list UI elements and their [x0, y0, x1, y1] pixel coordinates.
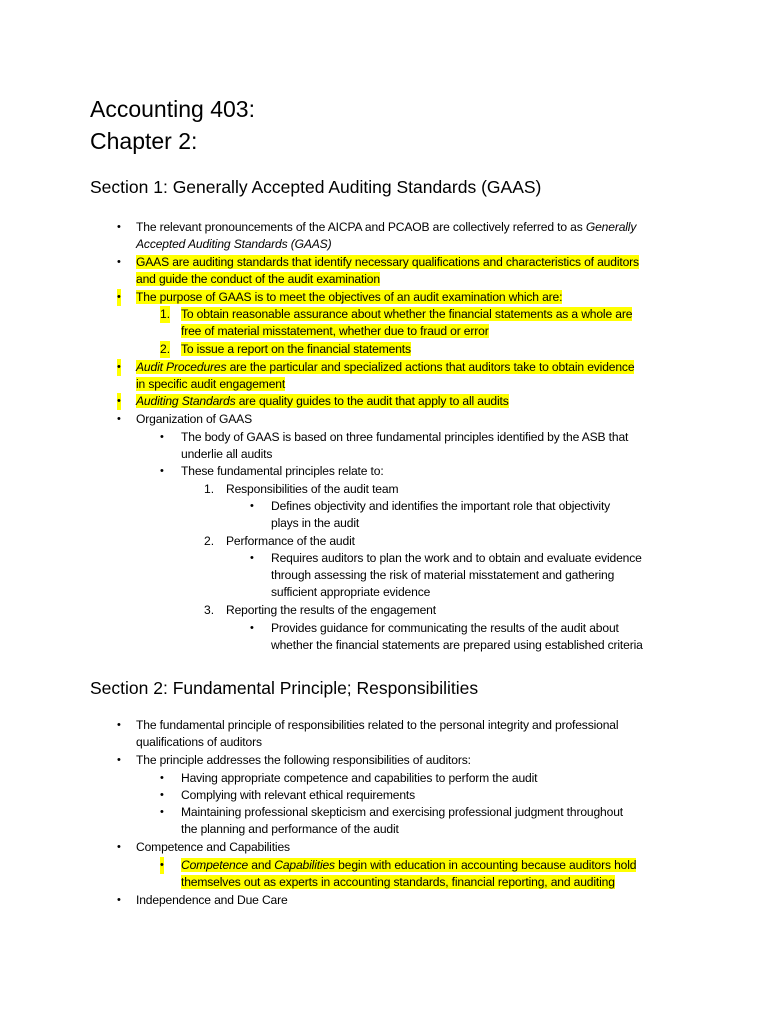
s1-bullet2-line2: and guide the conduct of the audit examination: [136, 272, 380, 286]
s1-bullet1-line1: The relevant pronouncements of the AICPA and PCAOB are collectively referred to as Generally: [136, 220, 637, 234]
s1-bullet5: Auditing Standards are quality guides to the audit that apply to all audits: [136, 394, 509, 408]
chapter-title: Chapter 2:: [90, 128, 198, 154]
s1-bullet4-line1: Audit Procedures are the particular and specialized actions that auditors take to obtain evidence: [136, 360, 635, 374]
objective2-number: 2.: [160, 342, 171, 356]
s1-bullet3: The purpose of GAAS is to meet the objectives of an audit examination which are:: [136, 290, 563, 304]
principle1-detail-line1: Defines objectivity and identifies the important role that objectivity: [271, 499, 611, 513]
principle2-detail-line2: through assessing the risk of material misstatement and gathering: [271, 568, 615, 582]
s1-bullet1-line2: Accepted Auditing Standards (GAAS): [136, 237, 332, 251]
s1-sub1-line2: underlie all audits: [181, 447, 273, 461]
bullet-icon: •: [117, 221, 121, 233]
bullet-icon: •: [250, 552, 254, 564]
s2-bullet1-line1: The fundamental principle of responsibilities related to the personal integrity and professional: [136, 718, 619, 732]
principle3-number: 3.: [204, 603, 215, 617]
bullet-icon: •: [117, 359, 121, 376]
principle2: Performance of the audit: [226, 534, 355, 548]
section1-heading: Section 1: Generally Accepted Auditing Standards (GAAS): [90, 177, 542, 197]
bullet-icon: •: [250, 622, 254, 634]
bullet-icon: •: [117, 894, 121, 906]
s2-bullet2: The principle addresses the following responsibilities of auditors:: [136, 753, 471, 767]
s1-bullet2-line1: GAAS are auditing standards that identify necessary qualifications and characteristics of auditors: [136, 255, 639, 269]
responsibility3-line1: Maintaining professional skepticism and exercising professional judgment throughout: [181, 805, 623, 819]
bullet-icon: •: [160, 806, 164, 818]
bullet-icon: •: [117, 413, 121, 425]
s1-bullet6: Organization of GAAS: [136, 412, 252, 426]
s2-bullet1-line2: qualifications of auditors: [136, 735, 262, 749]
bullet-icon: •: [117, 719, 121, 731]
s2-bullet4: Independence and Due Care: [136, 893, 288, 907]
principle3-detail-line1: Provides guidance for communicating the results of the audit about: [271, 621, 619, 635]
principle1-detail-line2: plays in the audit: [271, 516, 360, 530]
responsibility3-line2: the planning and performance of the audit: [181, 822, 399, 836]
competence-line1: Competence and Capabilities begin with education in accounting because auditors hold: [181, 858, 637, 872]
bullet-icon: •: [117, 256, 121, 268]
objective1-number: 1.: [160, 307, 171, 321]
bullet-icon: •: [160, 431, 164, 443]
bullet-icon: •: [117, 289, 121, 306]
s2-bullet3: Competence and Capabilities: [136, 840, 290, 854]
principle2-number: 2.: [204, 534, 215, 548]
principle3: Reporting the results of the engagement: [226, 603, 436, 617]
s1-sub2: These fundamental principles relate to:: [181, 464, 384, 478]
objective1-line1: To obtain reasonable assurance about whether the financial statements as a whole are: [181, 307, 633, 321]
competence-line2: themselves out as experts in accounting standards, financial reporting, and auditing: [181, 875, 615, 889]
s1-bullet4-line2: in specific audit engagement: [136, 377, 286, 391]
bullet-icon: •: [160, 772, 164, 784]
responsibility2: Complying with relevant ethical requirements: [181, 788, 416, 802]
bullet-icon: •: [160, 857, 164, 874]
responsibility1: Having appropriate competence and capabilities to perform the audit: [181, 771, 538, 785]
course-title: Accounting 403:: [90, 96, 255, 122]
principle2-detail-line1: Requires auditors to plan the work and to obtain and evaluate evidence: [271, 551, 642, 565]
objective1-line2: free of material misstatement, whether due to fraud or error: [181, 324, 489, 338]
bullet-icon: •: [250, 500, 254, 512]
principle2-detail-line3: sufficient appropriate evidence: [271, 585, 431, 599]
bullet-icon: •: [160, 465, 164, 477]
section2-heading: Section 2: Fundamental Principle; Responsibilities: [90, 678, 479, 698]
principle1-number: 1.: [204, 482, 215, 496]
bullet-icon: •: [117, 841, 121, 853]
bullet-icon: •: [117, 393, 121, 410]
objective2: To issue a report on the financial statements: [181, 342, 411, 356]
bullet-icon: •: [117, 754, 121, 766]
principle1: Responsibilities of the audit team: [226, 482, 399, 496]
principle3-detail-line2: whether the financial statements are prepared using established criteria: [271, 638, 643, 652]
s1-sub1-line1: The body of GAAS is based on three fundamental principles identified by the ASB that: [181, 430, 629, 444]
bullet-icon: •: [160, 789, 164, 801]
